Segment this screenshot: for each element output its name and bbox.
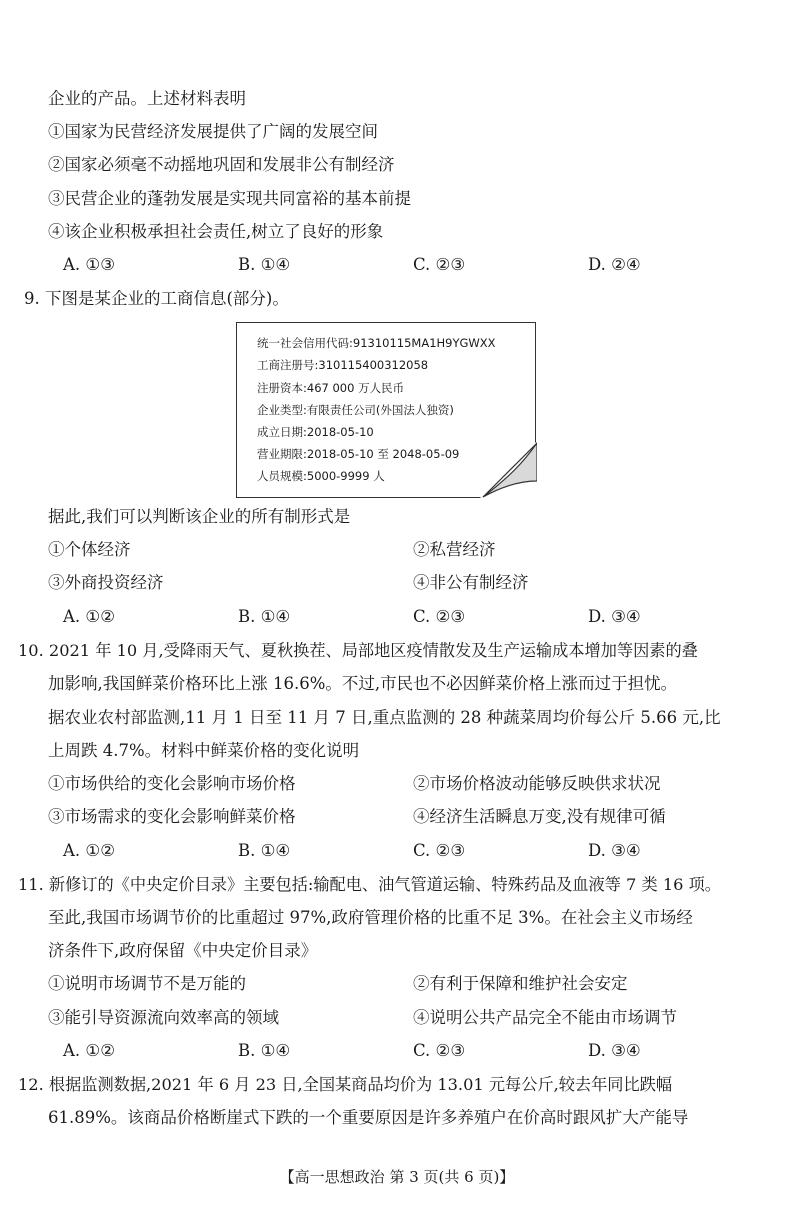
business-info-card bbox=[236, 322, 536, 498]
q9-item-3: ③外商投资经济 bbox=[48, 573, 164, 592]
q9-item-1: ①个体经济 bbox=[48, 540, 131, 559]
q11-line-2: 至此,我国市场调节价的比重超过 97%,政府管理价格的比重不足 3%。在社会主义市场经 bbox=[48, 908, 693, 927]
card-line-registration: 工商注册号:310115400312058 bbox=[257, 358, 429, 372]
q10-choice-d: D. ③④ bbox=[588, 841, 641, 860]
q11-line-3: 济条件下,政府保留《中央定价目录》 bbox=[48, 941, 318, 960]
q9-choice-b: B. ①④ bbox=[238, 607, 291, 626]
q9-stem: 9. 下图是某企业的工商信息(部分)。 bbox=[24, 289, 289, 308]
page-curl-icon bbox=[479, 441, 537, 499]
q12-line-1: 12. 根据监测数据,2021 年 6 月 23 日,全国某商品均价为 13.01 元每公斤,较去年同比跌幅 bbox=[18, 1075, 673, 1094]
q10-item-2: ②市场价格波动能够反映供求状况 bbox=[413, 774, 661, 793]
q9-question: 据此,我们可以判断该企业的所有制形式是 bbox=[48, 507, 351, 526]
q10-choice-c: C. ②③ bbox=[413, 841, 466, 860]
q11-item-3: ③能引导资源流向效率高的领域 bbox=[48, 1008, 279, 1027]
q10-line-3: 据农业农村部监测,11 月 1 日至 11 月 7 日,重点监测的 28 种蔬菜周均价每公斤 5.66 元,比 bbox=[48, 708, 721, 727]
q11-choice-a: A. ①② bbox=[63, 1041, 115, 1060]
q8-item-1: ①国家为民营经济发展提供了广阔的发展空间 bbox=[48, 122, 378, 141]
page-footer: 【高一思想政治 第 3 页(共 6 页)】 bbox=[279, 1168, 515, 1186]
card-line-term: 营业期限:2018-05-10 至 2048-05-09 bbox=[257, 447, 460, 461]
q9-item-2: ②私营经济 bbox=[413, 540, 496, 559]
q11-choice-c: C. ②③ bbox=[413, 1041, 466, 1060]
q11-item-2: ②有利于保障和维护社会安定 bbox=[413, 974, 628, 993]
q8-choice-b: B. ①④ bbox=[238, 255, 291, 274]
q8-choice-c: C. ②③ bbox=[413, 255, 466, 274]
q11-choice-d: D. ③④ bbox=[588, 1041, 641, 1060]
q8-item-2: ②国家必须毫不动摇地巩固和发展非公有制经济 bbox=[48, 155, 395, 174]
q10-line-4: 上周跌 4.7%。材料中鲜菜价格的变化说明 bbox=[48, 741, 360, 760]
q8-choice-a: A. ①③ bbox=[63, 255, 115, 274]
q11-choice-b: B. ①④ bbox=[238, 1041, 291, 1060]
q10-item-1: ①市场供给的变化会影响市场价格 bbox=[48, 774, 296, 793]
q11-item-1: ①说明市场调节不是万能的 bbox=[48, 974, 246, 993]
card-line-founded: 成立日期:2018-05-10 bbox=[257, 425, 374, 439]
q10-choice-a: A. ①② bbox=[63, 841, 115, 860]
q9-item-4: ④非公有制经济 bbox=[413, 573, 529, 592]
card-line-staff: 人员规模:5000-9999 人 bbox=[257, 469, 385, 483]
q11-item-4: ④说明公共产品完全不能由市场调节 bbox=[413, 1008, 677, 1027]
q10-line-1: 10. 2021 年 10 月,受降雨天气、夏秋换茬、局部地区疫情散发及生产运输成本增加等因素的叠 bbox=[18, 641, 698, 660]
q9-choice-d: D. ③④ bbox=[588, 607, 641, 626]
q8-tail: 企业的产品。上述材料表明 bbox=[48, 89, 246, 108]
card-line-type: 企业类型:有限责任公司(外国法人独资) bbox=[257, 403, 454, 417]
q9-choice-c: C. ②③ bbox=[413, 607, 466, 626]
q12-line-2: 61.89%。该商品价格断崖式下跌的一个重要原因是许多养殖户在价高时跟风扩大产能导 bbox=[48, 1108, 689, 1127]
q10-item-4: ④经济生活瞬息万变,没有规律可循 bbox=[413, 807, 666, 826]
q8-item-3: ③民营企业的蓬勃发展是实现共同富裕的基本前提 bbox=[48, 189, 411, 208]
q8-choice-d: D. ②④ bbox=[588, 255, 641, 274]
q10-line-2: 加影响,我国鲜菜价格环比上涨 16.6%。不过,市民也不必因鲜菜价格上涨而过于担忧。 bbox=[48, 674, 678, 693]
card-line-capital: 注册资本:467 000 万人民币 bbox=[257, 381, 405, 395]
q11-line-1: 11. 新修订的《中央定价目录》主要包括:输配电、油气管道运输、特殊药品及血液等 7 类 16 项。 bbox=[18, 875, 721, 894]
q8-item-4: ④该企业积极承担社会责任,树立了良好的形象 bbox=[48, 222, 384, 241]
q10-item-3: ③市场需求的变化会影响鲜菜价格 bbox=[48, 807, 296, 826]
card-line-credit-code: 统一社会信用代码:91310115MA1H9YGWXX bbox=[257, 336, 496, 350]
q10-choice-b: B. ①④ bbox=[238, 841, 291, 860]
q9-choice-a: A. ①② bbox=[63, 607, 115, 626]
